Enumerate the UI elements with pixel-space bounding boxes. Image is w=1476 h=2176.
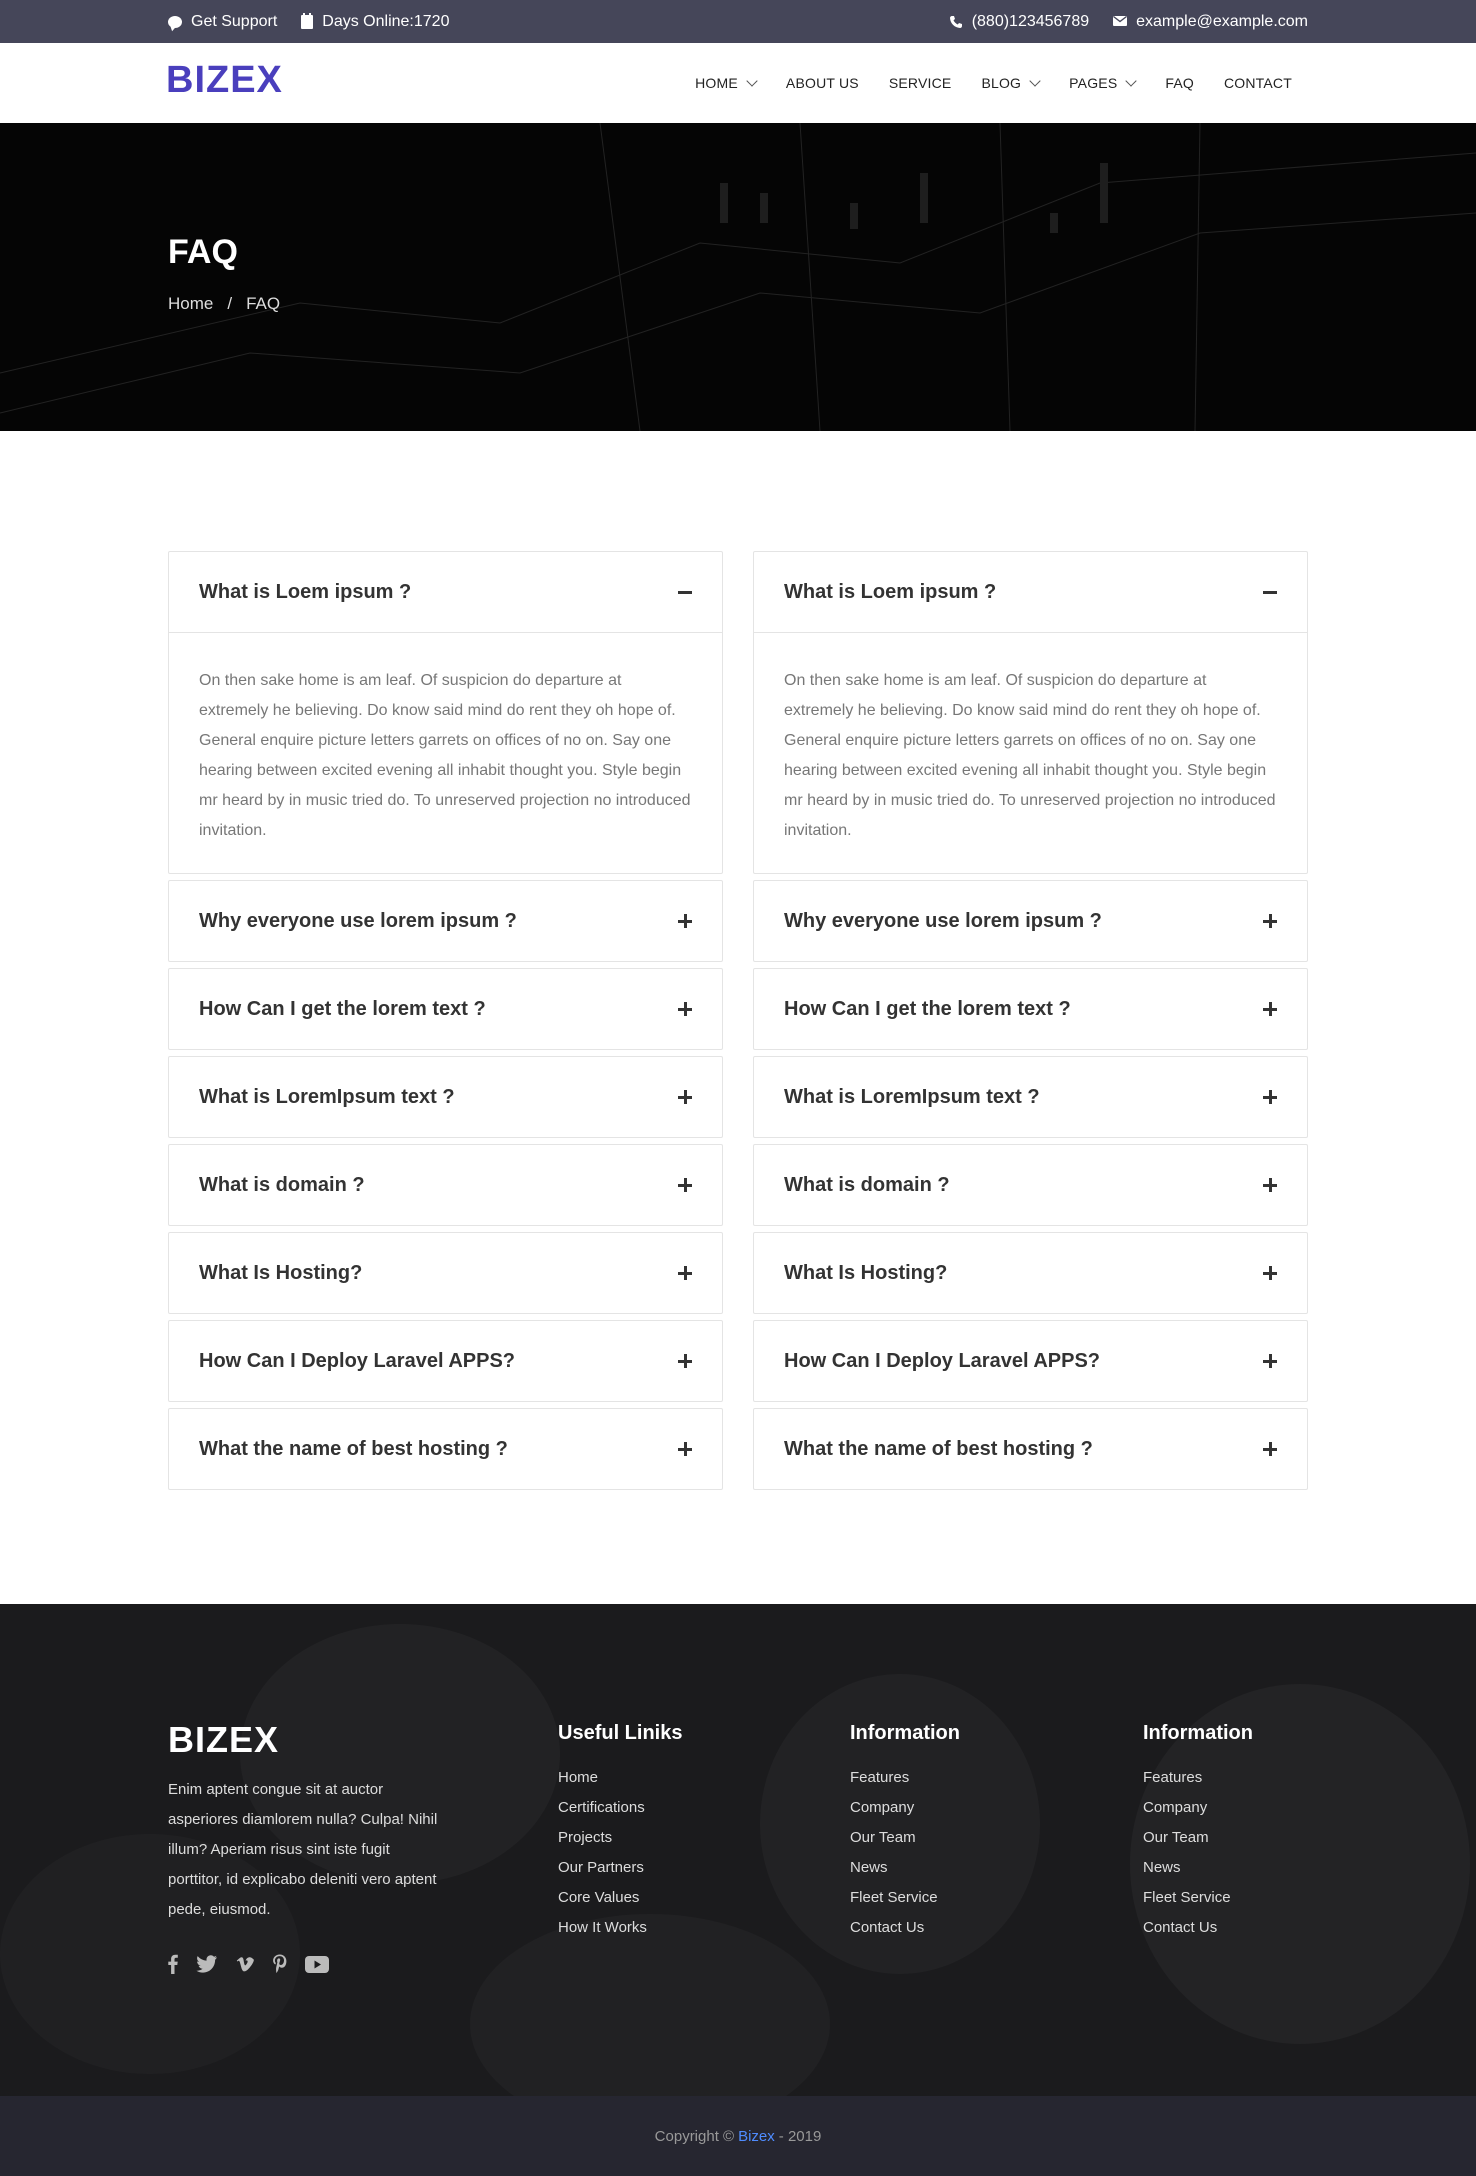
faq-item [753,551,1308,874]
nav-contact-label: CONTACT [1223,75,1292,91]
plus-icon [1263,1002,1277,1016]
faq-question: What is Loem ipsum ? [784,580,997,603]
phone-link[interactable] [949,13,1089,31]
calendar-icon [301,15,313,29]
footer-link[interactable]: Core Values [558,1889,640,1906]
footer-column-title: Useful Liniks [558,1722,683,1744]
faq-question: How Can I get the lorem text ? [784,997,1071,1020]
faq-question: What the name of best hosting ? [199,1437,508,1460]
youtube-icon[interactable] [305,1956,329,1978]
plus-icon [1263,1266,1277,1280]
get-support-link[interactable] [168,13,277,31]
phone-icon [949,15,963,29]
faq-column-right [753,551,1308,1496]
chevron-down-icon [1029,75,1040,86]
plus-icon [1263,1354,1277,1368]
plus-icon [1263,1178,1277,1192]
footer-link[interactable]: Home [558,1769,599,1786]
faq-question: What is Loem ipsum ? [199,580,412,603]
email-address: example@example.com [1136,12,1308,30]
page-hero [0,123,1476,431]
faq-item [168,1232,723,1314]
footer-link[interactable]: Contact Us [1143,1919,1218,1936]
breadcrumb-home[interactable]: Home [168,294,214,313]
faq-question: How Can I get the lorem text ? [199,997,486,1020]
copyright-bar [0,2096,1476,2176]
faq-question: Why everyone use lorem ipsum ? [784,909,1102,932]
faq-item [168,1144,723,1226]
faq-item [168,1056,723,1138]
faq-question-toggle[interactable] [754,552,1307,632]
chevron-down-icon [1126,75,1137,86]
faq-item [753,1144,1308,1226]
nav-home-label: HOME [695,75,738,91]
footer-link[interactable]: Our Partners [558,1859,644,1876]
main-header [0,43,1476,123]
page-title: FAQ [168,233,238,271]
faq-question: How Can I Deploy Laravel APPS? [784,1349,1101,1372]
faq-question: What Is Hosting? [199,1261,363,1284]
twitter-icon[interactable] [196,1955,218,1978]
footer-link[interactable]: Company [850,1799,915,1816]
footer-column-title: Information [850,1722,960,1744]
main-nav [665,43,1292,123]
faq-question-toggle[interactable] [169,1233,722,1313]
faq-item [753,968,1308,1050]
phone-number: (880)123456789 [971,12,1090,30]
nav-service-label: SERVICE [888,75,952,91]
faq-item [168,1320,723,1402]
footer-column-useful-links [558,1722,682,1943]
faq-question-toggle[interactable] [169,881,722,961]
footer-column-information-2 [1143,1722,1253,1943]
days-online [301,13,449,31]
plus-icon [678,914,692,928]
vimeo-icon[interactable] [236,1956,254,1977]
faq-item [168,880,723,962]
days-online-label: Days Online:1720 [322,12,450,30]
footer-link[interactable]: Our Team [850,1829,916,1846]
envelope-icon [1113,15,1127,29]
footer-link[interactable]: Features [1143,1769,1203,1786]
faq-question-toggle[interactable] [754,1057,1307,1137]
faq-question: What Is Hosting? [784,1261,948,1284]
faq-question-toggle[interactable] [754,1145,1307,1225]
faq-question-toggle[interactable] [169,1321,722,1401]
email-link[interactable] [1113,13,1308,31]
plus-icon [1263,914,1277,928]
get-support-label: Get Support [191,12,278,30]
plus-icon [678,1266,692,1280]
faq-item [753,1320,1308,1402]
breadcrumb [168,294,280,314]
footer-link[interactable]: Fleet Service [1143,1889,1231,1906]
faq-question-toggle[interactable] [754,1321,1307,1401]
plus-icon [1263,1442,1277,1456]
nav-faq-label: FAQ [1165,75,1194,91]
faq-question-toggle[interactable] [754,969,1307,1049]
faq-question-toggle[interactable] [169,1409,722,1489]
faq-question: How Can I Deploy Laravel APPS? [199,1349,516,1372]
plus-icon [1263,1090,1277,1104]
footer-logo[interactable]: BIZEX [168,1719,280,1760]
faq-question: Why everyone use lorem ipsum ? [199,909,517,932]
minus-icon [678,585,692,599]
copyright-prefix: Copyright © [654,2127,735,2145]
hero-background-image [0,123,1476,431]
chat-icon [168,16,182,28]
faq-question-toggle[interactable] [754,1409,1307,1489]
nav-blog-label: BLOG [981,75,1022,91]
plus-icon [678,1178,692,1192]
footer-link[interactable]: Features [850,1769,910,1786]
pinterest-icon[interactable] [272,1954,287,1979]
breadcrumb-separator: / [227,294,233,313]
footer-link[interactable]: Projects [558,1829,613,1846]
footer-link[interactable]: Fleet Service [850,1889,938,1906]
faq-question: What is LoremIpsum text ? [199,1085,455,1108]
plus-icon [678,1354,692,1368]
faq-item [168,1408,723,1490]
faq-question: What the name of best hosting ? [784,1437,1093,1460]
nav-about-us[interactable] [786,75,859,91]
footer-link[interactable]: Contact Us [850,1919,925,1936]
nav-contact[interactable] [1224,75,1292,91]
faq-question-toggle[interactable] [169,1057,722,1137]
faq-question: What is LoremIpsum text ? [784,1085,1040,1108]
footer-link[interactable]: Company [1143,1799,1208,1816]
faq-item [753,1408,1308,1490]
top-bar [0,0,1476,43]
faq-item [168,968,723,1050]
plus-icon [678,1442,692,1456]
faq-question: What is domain ? [199,1173,365,1196]
chevron-down-icon [746,75,757,86]
faq-column-left [168,551,723,1496]
site-logo[interactable]: BIZEX [166,59,283,101]
social-links [168,1954,347,1979]
footer-link[interactable]: News [1143,1859,1181,1876]
copyright-suffix: - 2019 [778,2127,822,2145]
nav-faq[interactable] [1165,75,1194,91]
nav-pages[interactable] [1069,75,1135,91]
copyright-brand-link[interactable]: Bizex [738,2127,775,2145]
faq-question-toggle[interactable] [754,881,1307,961]
nav-pages-label: PAGES [1069,75,1118,91]
faq-question-toggle[interactable] [754,1233,1307,1313]
faq-answer: On then sake home is am leaf. Of suspicion do departure at extremely he believing. Do know said mind do rent they oh hope of. General enquire picture letters garrets on offices of no on. Say one hearing between excited evening all inhabit thought you. Style begin mr heard by in music tried do. To unreserved projection no introduced invitation. [754,632,1307,873]
faq-item [753,1056,1308,1138]
faq-answer: On then sake home is am leaf. Of suspicion do departure at extremely he believing. Do know said mind do rent they oh hope of. General enquire picture letters garrets on offices of no on. Say one hearing between excited evening all inhabit thought you. Style begin mr heard by in music tried do. To unreserved projection no introduced invitation. [169,632,722,873]
footer-link[interactable]: Our Team [1143,1829,1209,1846]
footer-link[interactable]: How It Works [558,1919,647,1936]
faq-item [168,551,723,874]
nav-about-us-label: ABOUT US [785,75,859,91]
minus-icon [1263,585,1277,599]
faq-question: What is domain ? [784,1173,950,1196]
faq-question-toggle[interactable] [169,1145,722,1225]
footer-about-text: Enim aptent congue sit at auctor asperiores diamlorem nulla? Culpa! Nihil illum? Aperiam risus sint iste fugit porttitor, id explicabo deleniti vero aptent pede, eiusmod. [168,1781,438,1918]
nav-blog[interactable] [981,75,1039,91]
plus-icon [678,1090,692,1104]
footer-link[interactable]: Certifications [558,1799,645,1816]
faq-question-toggle[interactable] [169,552,722,632]
plus-icon [678,1002,692,1016]
footer-column-information [850,1722,960,1943]
faq-item [753,1232,1308,1314]
faq-item [753,880,1308,962]
nav-home[interactable] [695,75,756,91]
faq-question-toggle[interactable] [169,969,722,1049]
nav-service[interactable] [889,75,952,91]
footer-link[interactable]: News [850,1859,888,1876]
site-footer [0,1604,1476,2096]
footer-column-title: Information [1143,1722,1253,1744]
facebook-icon[interactable] [168,1954,178,1979]
breadcrumb-current: FAQ [246,294,281,313]
